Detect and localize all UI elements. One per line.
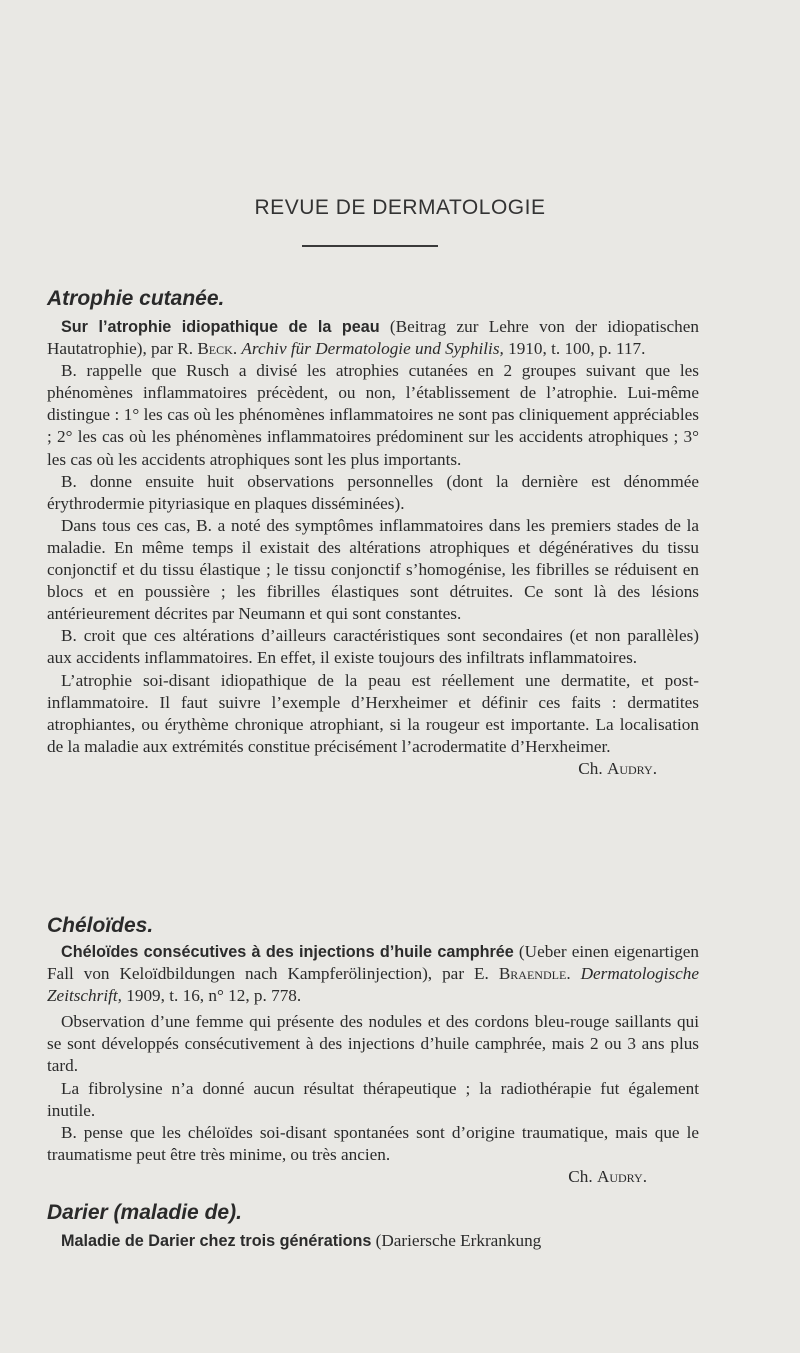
section-darier — [47, 1199, 699, 1252]
section-cheloides — [47, 912, 699, 1188]
paragraph: B. donne ensuite huit observations personnelles (dont la dernière est dénommée érythrodermie pityriasique en plaques disséminées). — [47, 471, 699, 513]
ref-text: (Ueber einen eigenartigen Fall von Keloïdbildungen nach Kampferölinjection), par E. — [47, 942, 699, 984]
ref-details: 1910, t. 100, p. 117. — [503, 339, 646, 359]
ref-sep: . — [566, 964, 581, 984]
article-title: Sur l’atrophie idiopathique de la peau — [61, 318, 380, 336]
journal-name: Archiv für Dermatologie und Syphilis, — [241, 339, 504, 359]
ref-text: (Dariersche Erkrankung — [371, 1231, 542, 1250]
signature-initials: Ch. — [568, 1166, 597, 1186]
reference — [47, 316, 699, 360]
title-rule — [302, 245, 438, 247]
page-title: REVUE DE DERMATOLOGIE — [254, 196, 546, 219]
paragraph: Dans tous ces cas, B. a noté des symptômes inflammatoires dans les premiers stades de la maladie. En même temps il existait des altérations atrophiques et dégénératives du tissu conjonctif et du tissu élastique ; le tissu conjonctif s’homogénise, les fibrilles se réduisent en blocs et en poussière ; les fibrilles élastiques sont détruites. Ce sont là des lésions antérieurement décrites par Neumann et qui sont constantes. — [47, 515, 699, 624]
signature — [47, 758, 699, 780]
signature-name: Audry. — [596, 1166, 647, 1186]
article-title: Maladie de Darier chez trois générations — [61, 1232, 372, 1250]
reference — [47, 941, 699, 1007]
signature-initials: Ch. — [578, 758, 607, 778]
author-name: Braendle — [498, 964, 567, 984]
journal-name: Dermatologische Zeitschrift, — [47, 964, 699, 1006]
section-atrophie — [47, 285, 699, 780]
section-heading: Atrophie cutanée. — [47, 287, 225, 310]
paragraph: B. rappelle que Rusch a divisé les atrophies cutanées en 2 groupes suivant que les phénomènes inflammatoires précèdent, ou non, l’établissement de l’atrophie. Lui-même distingue : 1° les cas où les phénomènes inflammatoires ne sont pas cliniquement appréciables ; 2° les cas où les phénomènes inflammatoires prédominent sur les accidents atrophiques ; 3° les cas où les accidents atrophiques sont les plus importants. — [47, 361, 699, 469]
paragraph: Observation d’une femme qui présente des nodules et des cordons bleu-rouge saillants qui se sont développés consécutivement à des injections d’huile camphrée, mais 2 ou 3 ans plus tard. — [47, 1012, 699, 1076]
paragraph: La fibrolysine n’a donné aucun résultat thérapeutique ; la radiothérapie fut également inutile. — [47, 1078, 699, 1120]
signature-name: Audry. — [606, 758, 657, 778]
author-name: Beck — [197, 339, 233, 359]
paragraph: L’atrophie soi-disant idiopathique de la peau est réellement une dermatite, et post-inflammatoire. Il faut suivre l’exemple d’Herxheimer et définir ces faits : dermatites atrophiantes, ou érythème chronique atrophiant, si la rougeur est importante. La localisation de la maladie aux extrémités constitue précisément l’acrodermatite d’Herxheimer. — [47, 670, 699, 756]
ref-details: 1909, t. 16, n° 12, p. 778. — [121, 986, 302, 1006]
section-heading: Chéloïdes. — [47, 914, 154, 937]
section-heading: Darier (maladie de). — [47, 1201, 242, 1224]
paragraph: B. pense que les chéloïdes soi-disant spontanées sont d’origine traumatique, mais que le traumatisme peut être très minime, ou très ancien. — [47, 1122, 699, 1164]
reference — [47, 1230, 699, 1252]
ref-sep: . — [232, 339, 242, 359]
paragraph: B. croit que ces altérations d’ailleurs caractéristiques sont secondaires (et non parallèles) aux accidents inflammatoires. En effet, il existe toujours des infiltrats inflammatoires. — [47, 626, 699, 668]
signature — [47, 1166, 699, 1188]
article-title: Chéloïdes consécutives à des injections d’huile camphrée — [61, 943, 514, 961]
ref-text: (Beitrag zur Lehre von der idiopatischen Hautatrophie), par R. — [47, 317, 699, 359]
